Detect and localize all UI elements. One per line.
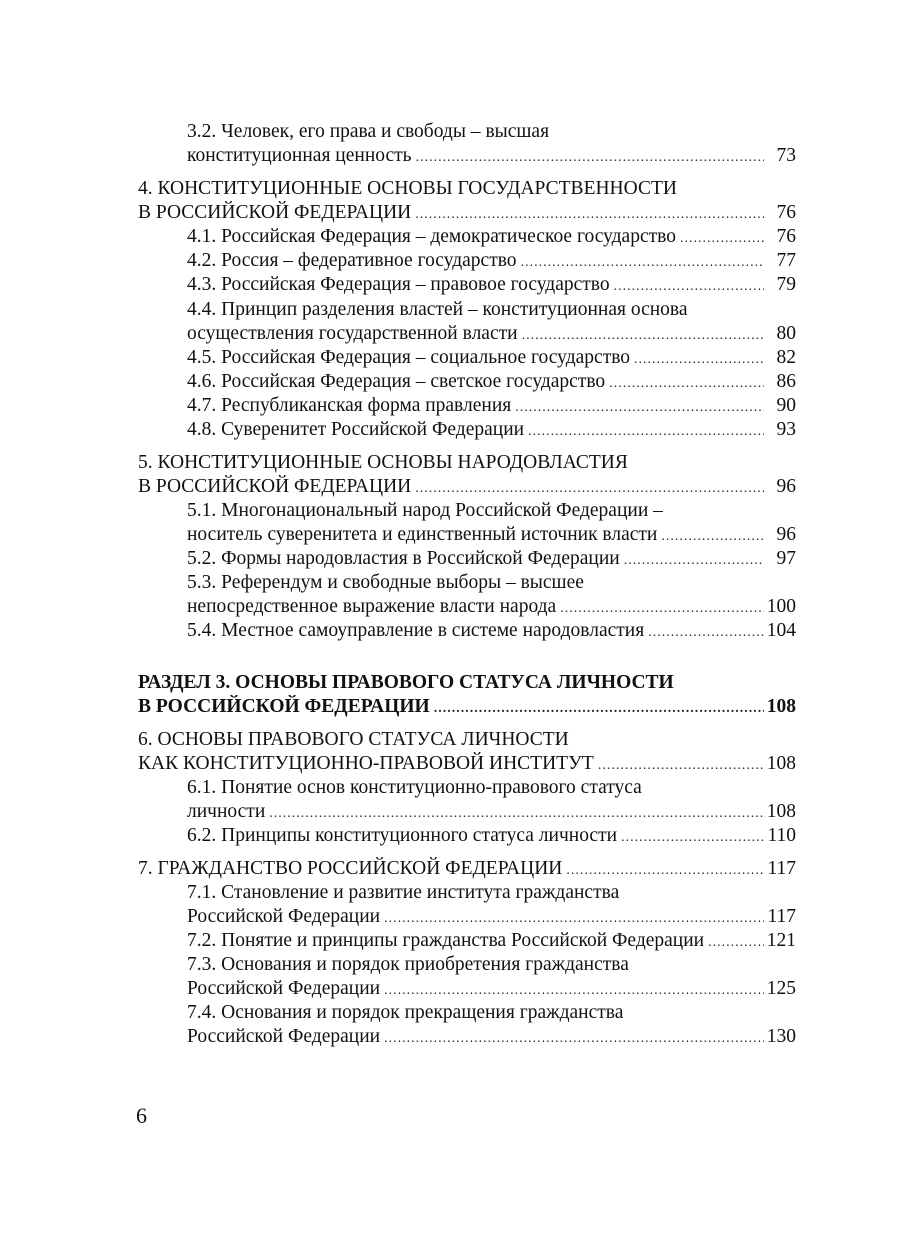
toc-entry (187, 273, 796, 297)
toc-page-number: 76 (776, 226, 796, 247)
toc-page-number: 80 (776, 323, 796, 344)
toc-entry (187, 322, 796, 346)
toc-entry-title: непосредственное выражение власти народа (187, 596, 557, 617)
toc-page-number: 130 (766, 1026, 796, 1047)
toc-entry-title: 4.7. Республиканская форма правления (187, 395, 512, 416)
toc-entry (187, 977, 796, 1001)
toc-entry (187, 824, 796, 848)
toc-page-number: 100 (766, 596, 796, 617)
toc-entry-heading-line (187, 1001, 796, 1025)
toc-entry-title: 4. КОНСТИТУЦИОННЫЕ ОСНОВЫ ГОСУДАРСТВЕННОСТИ (138, 178, 677, 199)
toc-entry-heading-line (187, 776, 796, 800)
toc-entry (187, 619, 796, 643)
toc-entry-title: носитель суверенитета и единственный источник власти (187, 524, 658, 545)
toc-leader-dots (605, 372, 764, 394)
toc-entry (187, 144, 796, 168)
toc-leader-dots (657, 525, 764, 547)
toc-leader-dots (380, 907, 764, 929)
toc-page-number: 96 (776, 524, 796, 545)
toc-entry-title: 7.4. Основания и порядок прекращения гражданства (187, 1002, 624, 1023)
toc-leader-dots (511, 396, 764, 418)
toc-leader-dots (412, 146, 764, 168)
toc-leader-dots (524, 420, 764, 442)
page-number: 6 (136, 1103, 147, 1128)
toc-page-number: 86 (776, 371, 796, 392)
toc-page-number: 108 (766, 801, 796, 822)
toc-page-number: 108 (766, 753, 796, 774)
toc-entry-title: 7.1. Становление и развитие института гражданства (187, 882, 620, 903)
toc-entry (187, 346, 796, 370)
toc-page-number: 90 (776, 395, 796, 416)
toc-entry (138, 201, 796, 225)
toc-entry-title: 3.2. Человек, его права и свободы – высшая (187, 121, 550, 142)
toc-entry-title: 6.2. Принципы конституционного статуса личности (187, 825, 618, 846)
toc-entry-title: 5.4. Местное самоуправление в системе народовластия (187, 620, 645, 641)
toc-leader-dots (594, 754, 764, 776)
toc-entry (187, 370, 796, 394)
toc-entry-title: 7.3. Основания и порядок приобретения гражданства (187, 954, 629, 975)
toc-leader-dots (562, 859, 764, 881)
toc-entry (187, 418, 796, 442)
toc-leader-dots (676, 227, 764, 249)
toc-page-number: 82 (776, 347, 796, 368)
toc-entry (187, 523, 796, 547)
toc-entry (187, 394, 796, 418)
toc-entry-heading-line (138, 451, 796, 475)
toc-entry (138, 752, 796, 776)
toc-page-number: 97 (776, 548, 796, 569)
toc-entry-title: 4.3. Российская Федерация – правовое государство (187, 274, 610, 295)
toc-entry-title: осуществления государственной власти (187, 323, 518, 344)
toc-leader-dots (644, 621, 764, 643)
toc-entry-title: В РОССИЙСКОЙ ФЕДЕРАЦИИ (138, 696, 430, 717)
toc-entry-heading-line (187, 571, 796, 595)
toc-entry-heading-line (138, 671, 796, 695)
toc-leader-dots (411, 203, 764, 225)
toc-entry-title: 6. ОСНОВЫ ПРАВОВОГО СТАТУСА ЛИЧНОСТИ (138, 729, 569, 750)
toc-leader-dots (617, 826, 764, 848)
toc-leader-dots (556, 597, 764, 619)
toc-entry-title: В РОССИЙСКОЙ ФЕДЕРАЦИИ (138, 202, 412, 223)
toc-entry (138, 475, 796, 499)
toc-leader-dots (630, 348, 764, 370)
toc-entry-heading-line (187, 881, 796, 905)
toc-entry-title: Российской Федерации (187, 1026, 381, 1047)
toc-entry (187, 249, 796, 273)
toc-page-number: 73 (776, 145, 796, 166)
toc-leader-dots (411, 477, 764, 499)
toc-entry-title: 7.2. Понятие и принципы гражданства Российской Федерации (187, 930, 705, 951)
toc-page-number: 117 (767, 858, 796, 879)
toc-entry-heading-line (187, 953, 796, 977)
toc-entry-heading-line (187, 120, 796, 144)
toc-entry-heading-line (187, 499, 796, 523)
toc-page-number: 93 (776, 419, 796, 440)
toc-page-number: 121 (766, 930, 796, 951)
toc-page-number: 125 (766, 978, 796, 999)
toc-page-number: 104 (766, 620, 796, 641)
toc-entry (187, 225, 796, 249)
toc-entry-title: 4.1. Российская Федерация – демократическое государство (187, 226, 676, 247)
toc-entry-title: 5.3. Референдум и свободные выборы – высшее (187, 572, 584, 593)
toc-leader-dots (380, 979, 764, 1001)
toc-entry (187, 1025, 796, 1049)
toc-leader-dots (430, 697, 764, 719)
toc-entry-title: 6.1. Понятие основ конституционно-правового статуса (187, 777, 642, 798)
toc-page-number: 110 (767, 825, 796, 846)
toc-entry-title: 4.4. Принцип разделения властей – конституционная основа (187, 299, 688, 320)
toc-entry (187, 929, 796, 953)
toc-entry-title: 5.1. Многонациональный народ Российской Федерации – (187, 500, 663, 521)
toc-entry (187, 800, 796, 824)
toc-page-number: 76 (776, 202, 796, 223)
toc-leader-dots (518, 324, 764, 346)
toc-entry-title: РАЗДЕЛ 3. ОСНОВЫ ПРАВОВОГО СТАТУСА ЛИЧНОСТИ (138, 672, 674, 693)
toc-entry-title: Российской Федерации (187, 906, 381, 927)
toc-entry-title: КАК КОНСТИТУЦИОННО-ПРАВОВОЙ ИНСТИТУТ (138, 753, 594, 774)
toc-entry-heading-line (138, 177, 796, 201)
toc-entry (138, 695, 796, 719)
toc-leader-dots (265, 802, 764, 824)
toc-entry-title: конституционная ценность (187, 145, 412, 166)
toc-entry-title: 5.2. Формы народовластия в Российской Федерации (187, 548, 620, 569)
toc-entry-title: Российской Федерации (187, 978, 381, 999)
toc-page-number: 79 (776, 274, 796, 295)
toc-entry (138, 857, 796, 881)
toc-leader-dots (610, 275, 764, 297)
toc-page-number: 77 (776, 250, 796, 271)
toc-leader-dots (517, 251, 764, 273)
toc-leader-dots (620, 549, 764, 571)
toc-entry-title: 4.5. Российская Федерация – социальное государство (187, 347, 631, 368)
toc-entry-title: 7. ГРАЖДАНСТВО РОССИЙСКОЙ ФЕДЕРАЦИИ (138, 858, 563, 879)
toc-entry-title: личности (187, 801, 266, 822)
toc-leader-dots (704, 931, 764, 953)
toc-entry (187, 595, 796, 619)
toc-entry-title: В РОССИЙСКОЙ ФЕДЕРАЦИИ (138, 476, 412, 497)
toc-entry-heading-line (187, 298, 796, 322)
toc-leader-dots (380, 1027, 764, 1049)
toc-entry-title: 4.6. Российская Федерация – светское государство (187, 371, 606, 392)
toc-page-number: 117 (767, 906, 796, 927)
toc-entry (187, 905, 796, 929)
toc-entry-heading-line (138, 728, 796, 752)
toc-page-number: 96 (776, 476, 796, 497)
toc-page-number: 108 (766, 696, 796, 717)
toc-entry-title: 4.2. Россия – федеративное государство (187, 250, 517, 271)
toc-entry-title: 4.8. Суверенитет Российской Федерации (187, 419, 525, 440)
toc-entry (187, 547, 796, 571)
toc-entry-title: 5. КОНСТИТУЦИОННЫЕ ОСНОВЫ НАРОДОВЛАСТИЯ (138, 452, 628, 473)
